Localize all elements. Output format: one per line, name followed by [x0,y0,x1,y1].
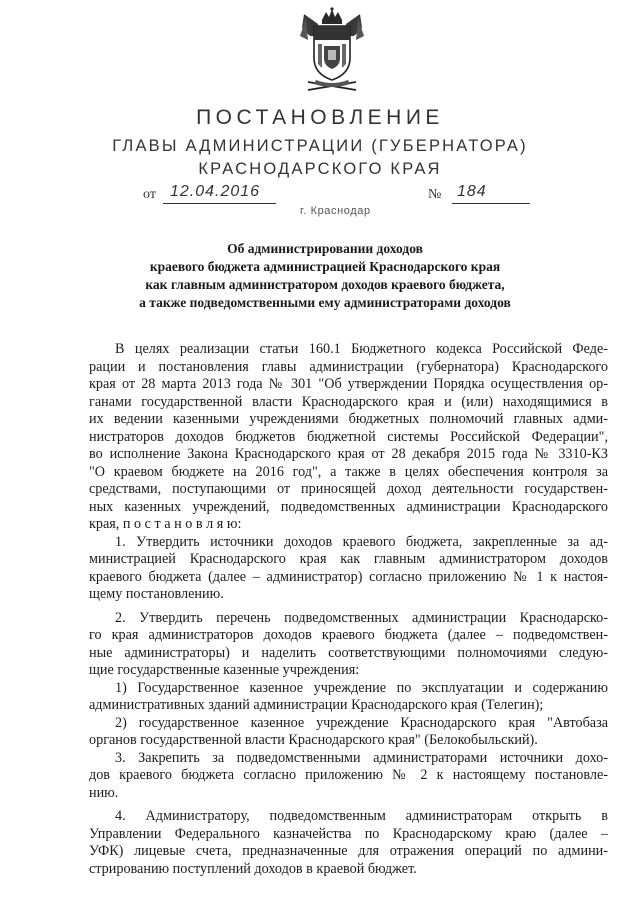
title-line: как главным администратором доходов краевого бюджета, [145,277,505,292]
text-line: "О краевом бюджете на 2016 год", а также в целях обеспечения контроля за [89,463,608,480]
date-underline [163,203,276,204]
region-heading: КРАСНОДАРСКОГО КРАЯ [198,160,442,178]
text-line: стрированию поступлений доходов в краевой бюджет. [89,860,417,877]
title-line: краевого бюджета администрацией Краснодарского края [149,259,501,274]
title-line: а также подведомственными ему администраторами доходов [139,295,511,310]
text-line: ганами государственной власти Краснодарского края и (или) находящимися в [89,393,608,410]
text-line: го края администраторов доходов краевого бюджета (далее – подведомствен- [89,627,608,643]
text-line: дов краевого бюджета согласно приложению № 2 к настоящему постановле- [89,767,608,783]
text-line: органов государственной власти Краснодарского края" (Белокобыльский). [89,732,538,748]
paragraph-item-3 [89,750,608,803]
paragraph-item-2 [89,610,608,680]
text-line: 2. Утвердить перечень подведомственных администрации Краснодарско- [115,609,608,626]
text-line: рации и постановления главы администрации (губернатора) Краснодарского [89,358,608,375]
document-title [120,240,530,312]
text-line: средствами, поступающими от приносящей доход деятельности государствен- [89,481,608,497]
text-line: края, п о с т а н о в л я ю: [89,516,242,532]
document-body [89,341,608,878]
text-line: ные администраторы) и наделить соответствующими полномочиями следую- [89,644,608,661]
text-line: УФК) лицевые счета, предназначенные для отражения операций по админи- [89,843,608,859]
text-line: административных зданий администрации Краснодарского края (Телегин); [89,697,544,713]
text-line: 1. Утвердить источники доходов краевого бюджета, закрепленные за ад- [115,533,608,550]
text-line: во исполнение Закона Краснодарского края от 28 декабря 2015 года № 3310-КЗ [89,446,608,462]
text-line: 1) Государственное казенное учреждение по эксплуатации и содержанию [115,679,608,696]
issuer-heading: ГЛАВЫ АДМИНИСТРАЦИИ (ГУБЕРНАТОРА) [112,137,528,155]
text-line: В целях реализации статьи 160.1 Бюджетного кодекса Российской Феде- [115,341,608,357]
document-type-heading: ПОСТАНОВЛЕНИЕ [196,106,444,129]
krasnodar-coat-of-arms-icon [298,6,366,92]
handwritten-number: 184 [457,183,487,200]
text-line: 3. Закрепить за подведомственными администраторами источники дохо- [115,749,608,766]
date-label: от [143,187,156,202]
paragraph-subitem-1 [89,680,608,715]
text-line: ных казенных учреждений, подведомственных администрации Краснодарского [89,498,608,515]
number-underline [452,203,530,204]
text-line: края от 28 марта 2013 года № 301 "Об утверждении Порядка осуществления ор- [89,376,608,392]
text-line: министрацией Краснодарского края как главным администратором доходов [89,551,608,567]
text-line: нистраторов доходов бюджетов бюджетной системы Российской Федерации", [89,428,608,445]
number-label: № [428,187,442,202]
paragraph-item-4 [89,808,608,878]
text-line: 4. Администратору, подведомственным администраторам открыть в [115,808,608,824]
text-line: их ведении казенными учреждениями бюджетных полномочий главных адми- [89,411,608,427]
paragraph-item-1 [89,534,608,604]
city-label: г. Краснодар [300,205,371,217]
title-line: Об администрировании доходов [227,241,423,256]
text-line: щие государственные казенные учреждения: [89,662,360,678]
text-line: нию. [89,784,119,801]
text-line: краевого бюджета (далее – администратор) согласно приложению № 1 к настоя- [89,568,608,585]
text-line: Управлении Федерального казначейства по Краснодарскому краю (далее – [89,825,608,842]
paragraph-preamble [89,341,608,534]
text-line: щему постановлению. [89,586,224,602]
handwritten-date: 12.04.2016 [170,183,261,200]
paragraph-subitem-2 [89,715,608,750]
text-line: 2) государственное казенное учреждение Краснодарского края "Автобаза [115,714,608,731]
